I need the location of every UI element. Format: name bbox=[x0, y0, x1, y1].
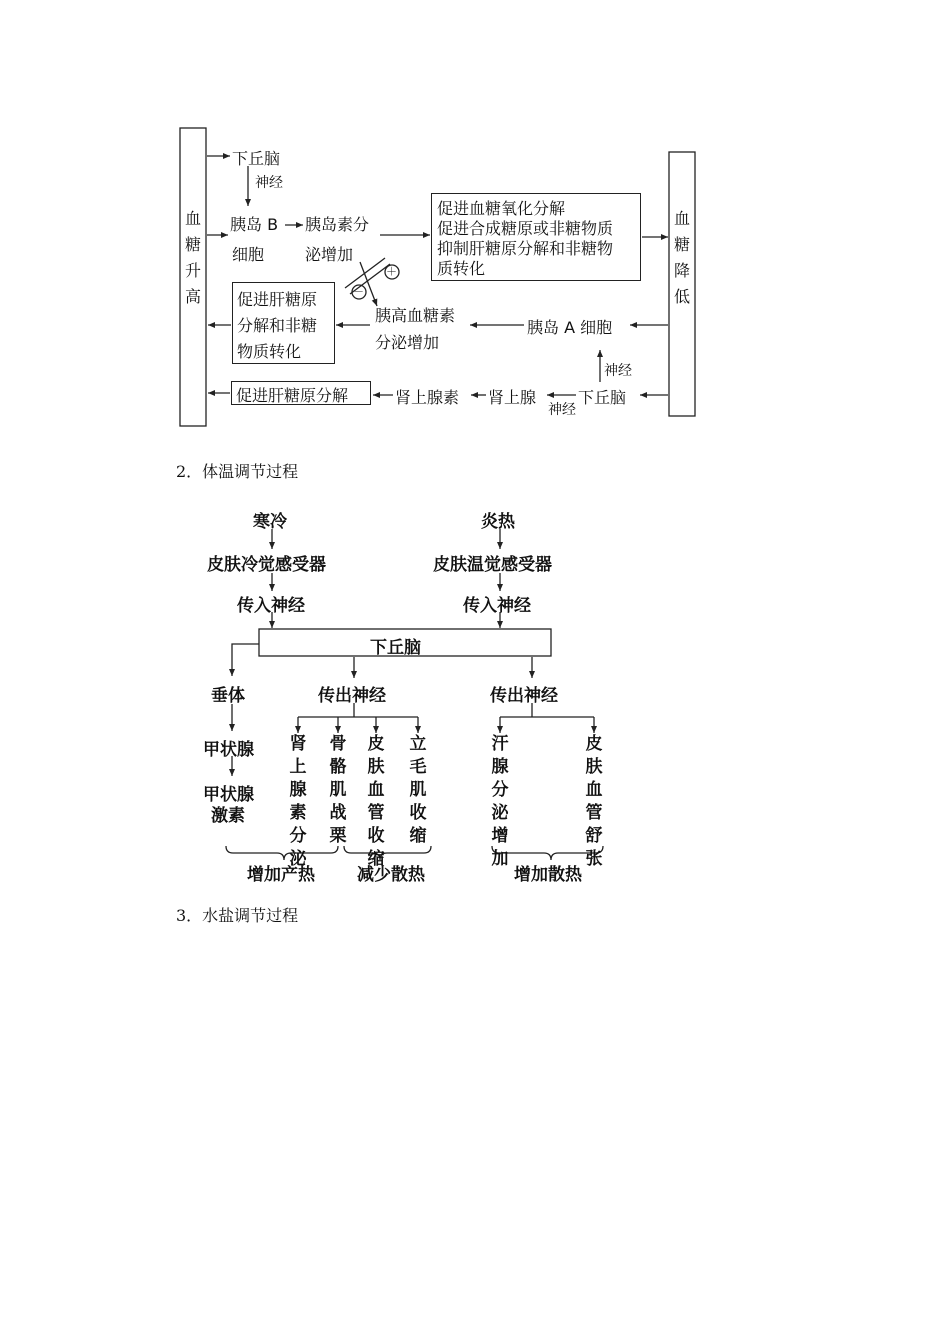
muscle-tremor-label: 骨骼肌战栗 bbox=[329, 734, 347, 846]
reduce-heat-loss-label: 减少散热 bbox=[357, 865, 425, 885]
erector-muscle-label: 立毛肌收缩 bbox=[409, 734, 427, 846]
blood-glucose-high-label: 血糖升高 bbox=[184, 209, 201, 306]
thyroid-hormone-label-2: 激素 bbox=[211, 806, 245, 826]
insulin-label-1: 胰岛素分 bbox=[305, 215, 370, 234]
adrenal-gland-label: 肾上腺 bbox=[488, 388, 537, 407]
insulin-effect-box bbox=[431, 193, 641, 281]
alpha-cell-label: 胰岛 A 细胞 bbox=[527, 318, 613, 337]
warm-receptor-label: 皮肤温觉感受器 bbox=[433, 555, 552, 575]
glycogen-breakdown-label: 促进肝糖原分解 bbox=[236, 386, 349, 405]
adrenaline-secretion-label: 肾上腺素分泌 bbox=[289, 734, 307, 869]
nerve-top-label: 神经 bbox=[255, 175, 283, 191]
hypothalamus-bottom-label: 下丘脑 bbox=[578, 388, 627, 407]
beta-cell-label-1: 胰岛 B bbox=[230, 215, 279, 234]
insulin-effect-line-4: 质转化 bbox=[437, 259, 486, 278]
thyroid-hormone-label-1: 甲状腺 bbox=[203, 785, 254, 805]
section3-title: 3．水盐调节过程 bbox=[176, 906, 299, 925]
cold-receptor-label: 皮肤冷觉感受器 bbox=[207, 555, 326, 575]
skin-vessel-constrict-label: 皮肤血管收缩 bbox=[367, 734, 385, 869]
afferent-left-label: 传入神经 bbox=[237, 596, 305, 616]
hypothalamus-label: 下丘脑 bbox=[370, 638, 421, 658]
minus-sign: － bbox=[353, 285, 364, 298]
plus-sign: ＋ bbox=[386, 265, 397, 278]
liver-line-3: 物质转化 bbox=[237, 342, 302, 361]
beta-cell-label-2: 细胞 bbox=[232, 245, 265, 264]
sweat-gland-label: 汗腺分泌增加 bbox=[491, 734, 509, 869]
blood-glucose-low-label: 血糖降低 bbox=[673, 209, 690, 306]
liver-line-1: 促进肝糖原 bbox=[237, 290, 318, 309]
efferent-right-label: 传出神经 bbox=[490, 686, 558, 706]
insulin-label-2: 泌增加 bbox=[305, 245, 354, 264]
skin-vessel-dilate-label: 皮肤血管舒张 bbox=[585, 734, 603, 869]
afferent-right-label: 传入神经 bbox=[463, 596, 531, 616]
heat-production-label: 增加产热 bbox=[247, 865, 315, 885]
liver-line-2: 分解和非糖 bbox=[237, 316, 318, 335]
pituitary-label: 垂体 bbox=[211, 686, 245, 706]
section2-title: 2．体温调节过程 bbox=[176, 462, 299, 481]
glucagon-label-1: 胰高血糖素 bbox=[375, 306, 456, 325]
glycogen-breakdown-box bbox=[231, 381, 371, 405]
insulin-effect-line-3: 抑制肝糖原分解和非糖物 bbox=[437, 239, 614, 258]
adrenaline-label: 肾上腺素 bbox=[395, 388, 460, 407]
glucagon-label-2: 分泌增加 bbox=[375, 333, 440, 352]
nerve-right-label: 神经 bbox=[604, 363, 632, 379]
liver-conversion-box bbox=[232, 282, 335, 364]
efferent-left-label: 传出神经 bbox=[318, 686, 386, 706]
increase-heat-loss-label: 增加散热 bbox=[514, 865, 582, 885]
nerve-bottom-label: 神经 bbox=[548, 402, 576, 418]
insulin-effect-line-1: 促进血糖氧化分解 bbox=[437, 199, 566, 218]
hypothalamus-top-label: 下丘脑 bbox=[232, 149, 281, 168]
insulin-effect-line-2: 促进合成糖原或非糖物质 bbox=[437, 219, 614, 238]
hot-label: 炎热 bbox=[481, 512, 515, 532]
cold-label: 寒冷 bbox=[253, 512, 287, 532]
thyroid-label: 甲状腺 bbox=[203, 740, 254, 760]
